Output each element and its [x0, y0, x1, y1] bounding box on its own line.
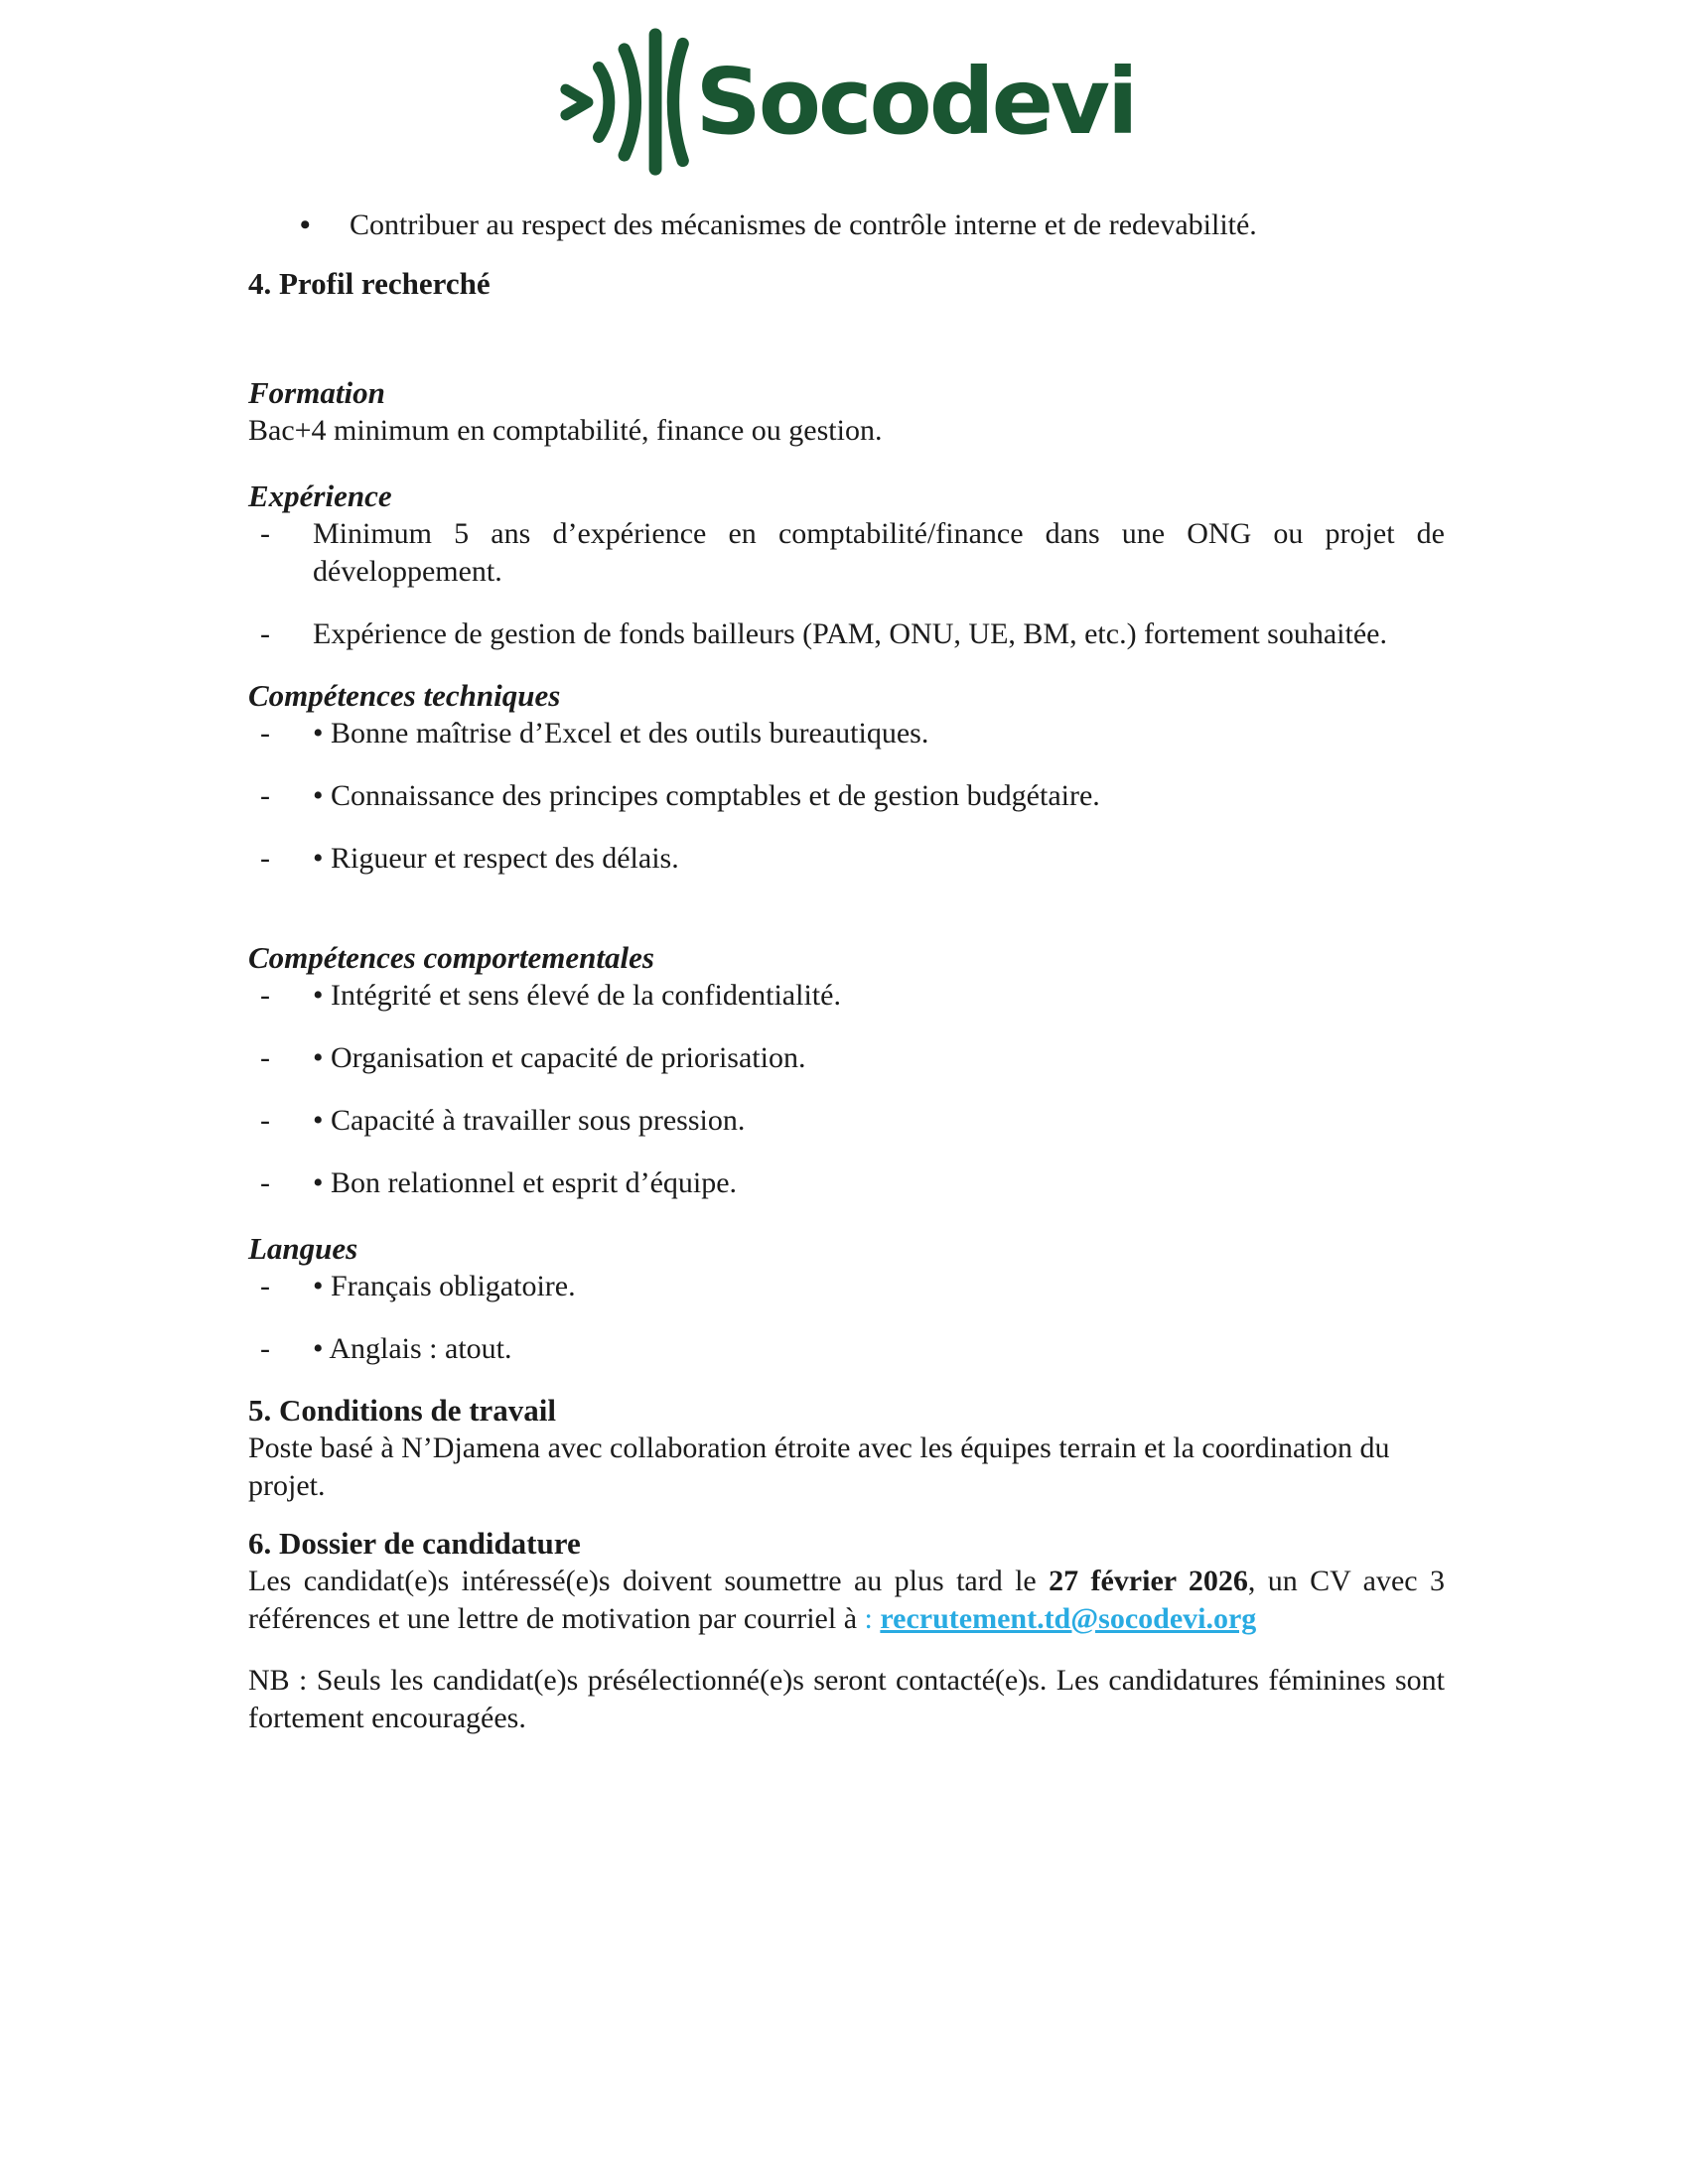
list-item-text: Expérience de gestion de fonds bailleurs (PAM, ONU, UE, BM, etc.) fortement souhaitée. [313, 617, 1387, 650]
section-title-profil: 4. Profil recherché [248, 266, 491, 301]
dash-marker: - [260, 1270, 270, 1302]
list-item-text: • Français obligatoire. [313, 1270, 576, 1302]
section-title-conditions: 5. Conditions de travail [248, 1393, 557, 1428]
list-item [248, 840, 1445, 878]
document-body [248, 206, 1445, 1737]
subsection-title-competences-techniques: Compétences techniques [248, 678, 561, 713]
dash-marker: - [260, 1166, 270, 1199]
dash-marker: - [260, 979, 270, 1012]
list-item [248, 1102, 1445, 1140]
subsection-title-experience: Expérience [248, 478, 392, 513]
experience-list [248, 515, 1445, 653]
langues-list [248, 1268, 1445, 1368]
list-item-text: • Connaissance des principes comptables et de gestion budgétaire. [313, 779, 1100, 812]
list-item [248, 1268, 1445, 1305]
list-item [248, 515, 1445, 591]
list-item-text: • Capacité à travailler sous pression. [313, 1104, 746, 1137]
dash-marker: - [260, 1104, 270, 1137]
bullet-marker: • [300, 208, 311, 241]
list-item-text: • Intégrité et sens élevé de la confidentialité. [313, 979, 841, 1012]
recruitment-email-link[interactable]: recrutement.td@socodevi.org [880, 1602, 1257, 1635]
subsection-title-langues: Langues [248, 1231, 358, 1266]
conditions-body: Poste basé à N’Djamena avec collaboration étroite avec les équipes terrain et la coordination du projet. [248, 1432, 1390, 1502]
list-item-text: • Organisation et capacité de priorisation. [313, 1041, 806, 1074]
list-item-text: • Anglais : atout. [313, 1332, 512, 1365]
list-item [248, 1164, 1445, 1202]
nb-note: NB : Seuls les candidat(e)s présélectionné(e)s seront contacté(e)s. Les candidatures féminines sont fortement encouragées. [248, 1664, 1445, 1734]
dash-marker: - [260, 1041, 270, 1074]
socodevi-logo [0, 0, 1688, 177]
section-title-dossier: 6. Dossier de candidature [248, 1526, 581, 1561]
dossier-text-before-date: Les candidat(e)s intéressé(e)s doivent soumettre au plus tard le [248, 1565, 1050, 1597]
list-item-text: • Bon relationnel et esprit d’équipe. [313, 1166, 738, 1199]
dash-marker: - [260, 842, 270, 875]
dash-marker: - [260, 617, 270, 650]
list-item [248, 977, 1445, 1015]
dash-marker: - [260, 717, 270, 750]
intro-bullet-item [248, 206, 1445, 244]
list-item-text: Minimum 5 ans d’expérience en comptabilité/finance dans une ONG ou projet de développement. [313, 517, 1445, 588]
subsection-title-competences-comportementales: Compétences comportementales [248, 940, 654, 975]
dossier-text-after-date: , un CV avec 3 références et une lettre de motivation par courriel à [248, 1565, 1445, 1635]
logo-wordmark: Socodevi [695, 49, 1136, 155]
deadline-date: 27 février 2026 [1049, 1565, 1248, 1597]
list-item-text: • Bonne maîtrise d’Excel et des outils bureautiques. [313, 717, 929, 750]
list-item [248, 1330, 1445, 1368]
list-item [248, 1039, 1445, 1077]
subsection-title-formation: Formation [248, 375, 385, 410]
list-item-text: • Rigueur et respect des délais. [313, 842, 679, 875]
list-item [248, 615, 1445, 653]
formation-body: Bac+4 minimum en comptabilité, finance ou gestion. [248, 414, 883, 447]
dash-marker: - [260, 517, 270, 550]
competences-comportementales-list [248, 977, 1445, 1202]
competences-techniques-list [248, 715, 1445, 878]
list-item [248, 777, 1445, 815]
list-item [248, 715, 1445, 752]
dash-marker: - [260, 779, 270, 812]
intro-bullet-text: Contribuer au respect des mécanismes de contrôle interne et de redevabilité. [350, 208, 1257, 241]
dossier-body [248, 1563, 1445, 1638]
colon-separator: : [857, 1602, 881, 1635]
dash-marker: - [260, 1332, 270, 1365]
soundwave-arcs-icon [553, 28, 690, 177]
